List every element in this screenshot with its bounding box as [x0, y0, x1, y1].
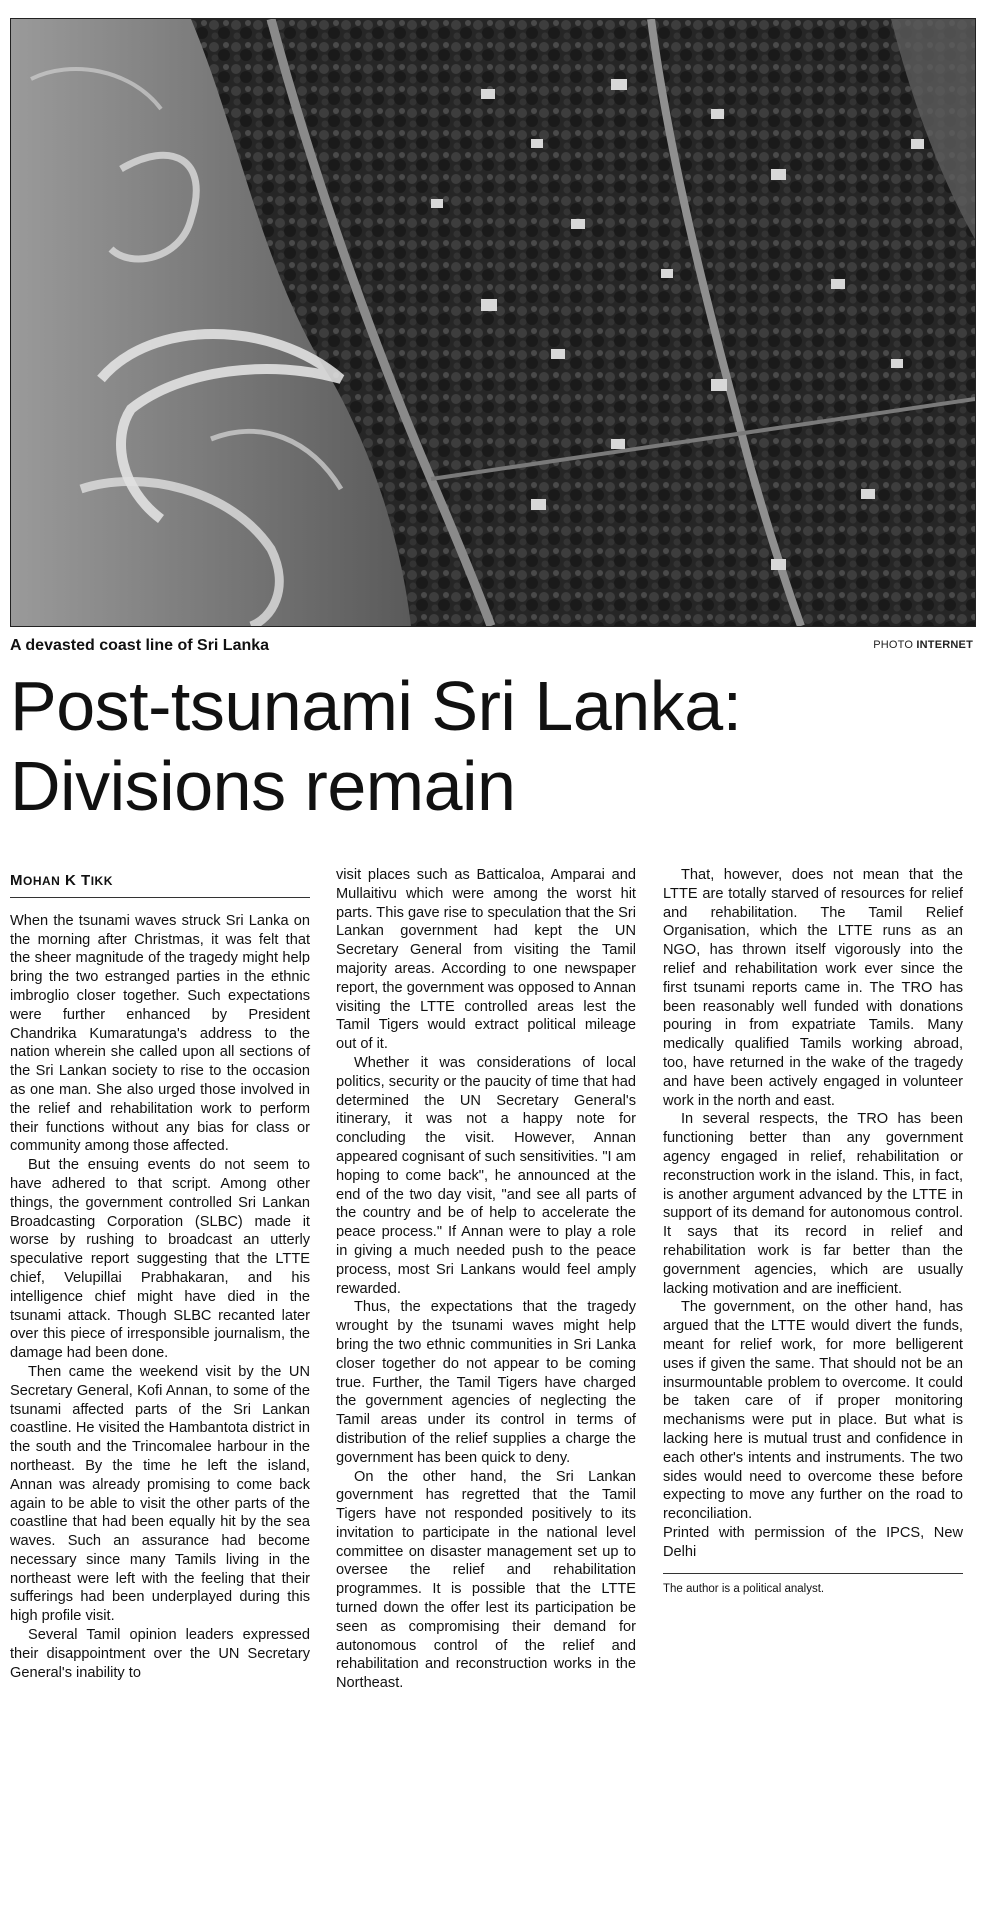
article-column-1 [10, 866, 310, 1682]
coastline-photo [10, 18, 976, 627]
paragraph: Several Tamil opinion leaders expressed their disappointment over the UN Secretary General's inability to [10, 1627, 310, 1681]
aerial-coastline-photo-icon [11, 19, 975, 626]
paragraph: visit places such as Batticaloa, Amparai and Mullaitivu which were among the worst hit parts. This gave rise to speculation that the Sri Lankan government had kept the UN Secretary General from visiting the Tamil majority areas. According to one newspaper report, the government was opposed to Annan visiting the LTTE controlled areas lest the Tamil Tigers would extract political mileage out of it. [336, 867, 636, 1053]
photo-credit-prefix: PHOTO [873, 639, 914, 651]
permission-note: Printed with permission of the IPCS, New Delhi [663, 1524, 963, 1560]
paragraph: Whether it was considerations of local politics, security or the paucity of time that had determined the UN Secretary General's itinerary, it was not a happy note for concluding the visit. However, Annan appeared cognisant of such sensitivities. "I am hoping to come back", he announced at the end of the two day visit, "and see all parts of the country and be of help to accelerate the peace process." If Annan were to play a role in giving a much needed push to the peace process, most Sri Lankans would feel amply rewarded. [336, 1054, 636, 1297]
article-column-2 [336, 866, 636, 1693]
byline: MOHAN K TIKK [10, 872, 310, 898]
paragraph: Then came the weekend visit by the UN Secretary General, Kofi Annan, to some of the tsunami affected parts of the Sri Lankan coastline. He visited the Hambantota district in the south and the Trincomalee harbour in the northeast. By the time he left the island, Annan was already promising to come back again to be able to visit the other parts of the coastline that had been equally hit by the sea waves. Such an assurance had become necessary since many Tamils living in the northeast were left with the feeling that their sufferings had been underplayed during this high profile visit. [10, 1363, 310, 1625]
photo-caption: A devasted coast line of Sri Lanka [10, 637, 270, 654]
headline-line-1: Post-tsunami Sri Lanka: [10, 667, 742, 745]
photo-credit [873, 639, 973, 651]
author-note: The author is a political analyst. [663, 1573, 963, 1596]
paragraph: Thus, the expectations that the tragedy wrought by the tsunami waves might help bring the two ethnic communities in Sri Lanka closer together do not appear to be coming true. Further, the Tamil Tigers have charged the government agencies of neglecting the Tamil areas under its control in terms of distribution of the relief supplies a charge the government has been quick to deny. [336, 1299, 636, 1466]
paragraph: That, however, does not mean that the LTTE are totally starved of resources for relief and rehabilitation. The Tamil Relief Organisation, which the LTTE runs as an NGO, has thrown itself vigorously into the relief and rehabilitation work ever since the first tsunami reports came in. The TRO has been reasonably well funded with donations pouring in from expatriate Tamils. Many medically qualified Tamils working abroad, too, have returned in the wake of the tragedy and have been actively engaged in volunteer work in the north and east. [663, 867, 963, 1109]
headline-line-2: Divisions remain [10, 747, 516, 825]
article-column-3 [663, 866, 963, 1596]
paragraph: But the ensuing events do not seem to have adhered to that script. Among other things, the government controlled Sri Lankan Broadcasting Corporation (SLBC) made it worse by rushing to broadcast an utterly speculative report suggesting that the LTTE chief, Velupillai Prabhakaran, and his intelligence chief might have died in the tsunami attack. Though SLBC recanted later over this piece of irresponsible journalism, the damage had been done. [10, 1157, 310, 1362]
paragraph: When the tsunami waves struck Sri Lanka on the morning after Christmas, it was felt that the sheer magnitude of the tragedy might help bring the two estranged parties in the ethnic imbroglio closer together. Such expectations were further enhanced by President Chandrika Kumaratunga's address to the nation wherein she called upon all sections of the Sri Lankan society to rise to the occasion as one man. She also urged those involved in the relief and rehabilitation work to perform their functions without any bias for class or community among those affected. [10, 912, 310, 1155]
headline [10, 666, 975, 826]
paragraph: In several respects, the TRO has been functioning better than any government agency engaged in relief, rehabilitation or reconstruction work in the island. This, in fact, is another argument advanced by the LTTE in support of its demand for autonomous control. It says that its record in relief and rehabilitation work is far better than the government agencies, which are usually lacking motivation and are inefficient. [663, 1111, 963, 1297]
article-body [10, 866, 974, 1896]
paragraph: The government, on the other hand, has argued that the LTTE would divert the funds, meant for relief work, for more belligerent uses if given the same. That should not be an insurmountable problem to overcome. It could be taken care of if proper monitoring mechanisms were put in place. But what is lacking here is mutual trust and confidence in each other's intents and instruments. The two sides would need to overcome these before expecting to move any further on the road to reconciliation. [663, 1299, 963, 1523]
photo-credit-source: INTERNET [916, 639, 973, 651]
paragraph: On the other hand, the Sri Lankan government has regretted that the Tamil Tigers have not responded positively to its invitation to participate in the national level committee on disaster management set up to oversee the relief and rehabilitation programmes. It is possible that the LTTE turned down the offer lest its participation be seen as compromising their demand for autonomous control of the relief and rehabilitation and reconstruction works in the Northeast. [336, 1468, 636, 1692]
